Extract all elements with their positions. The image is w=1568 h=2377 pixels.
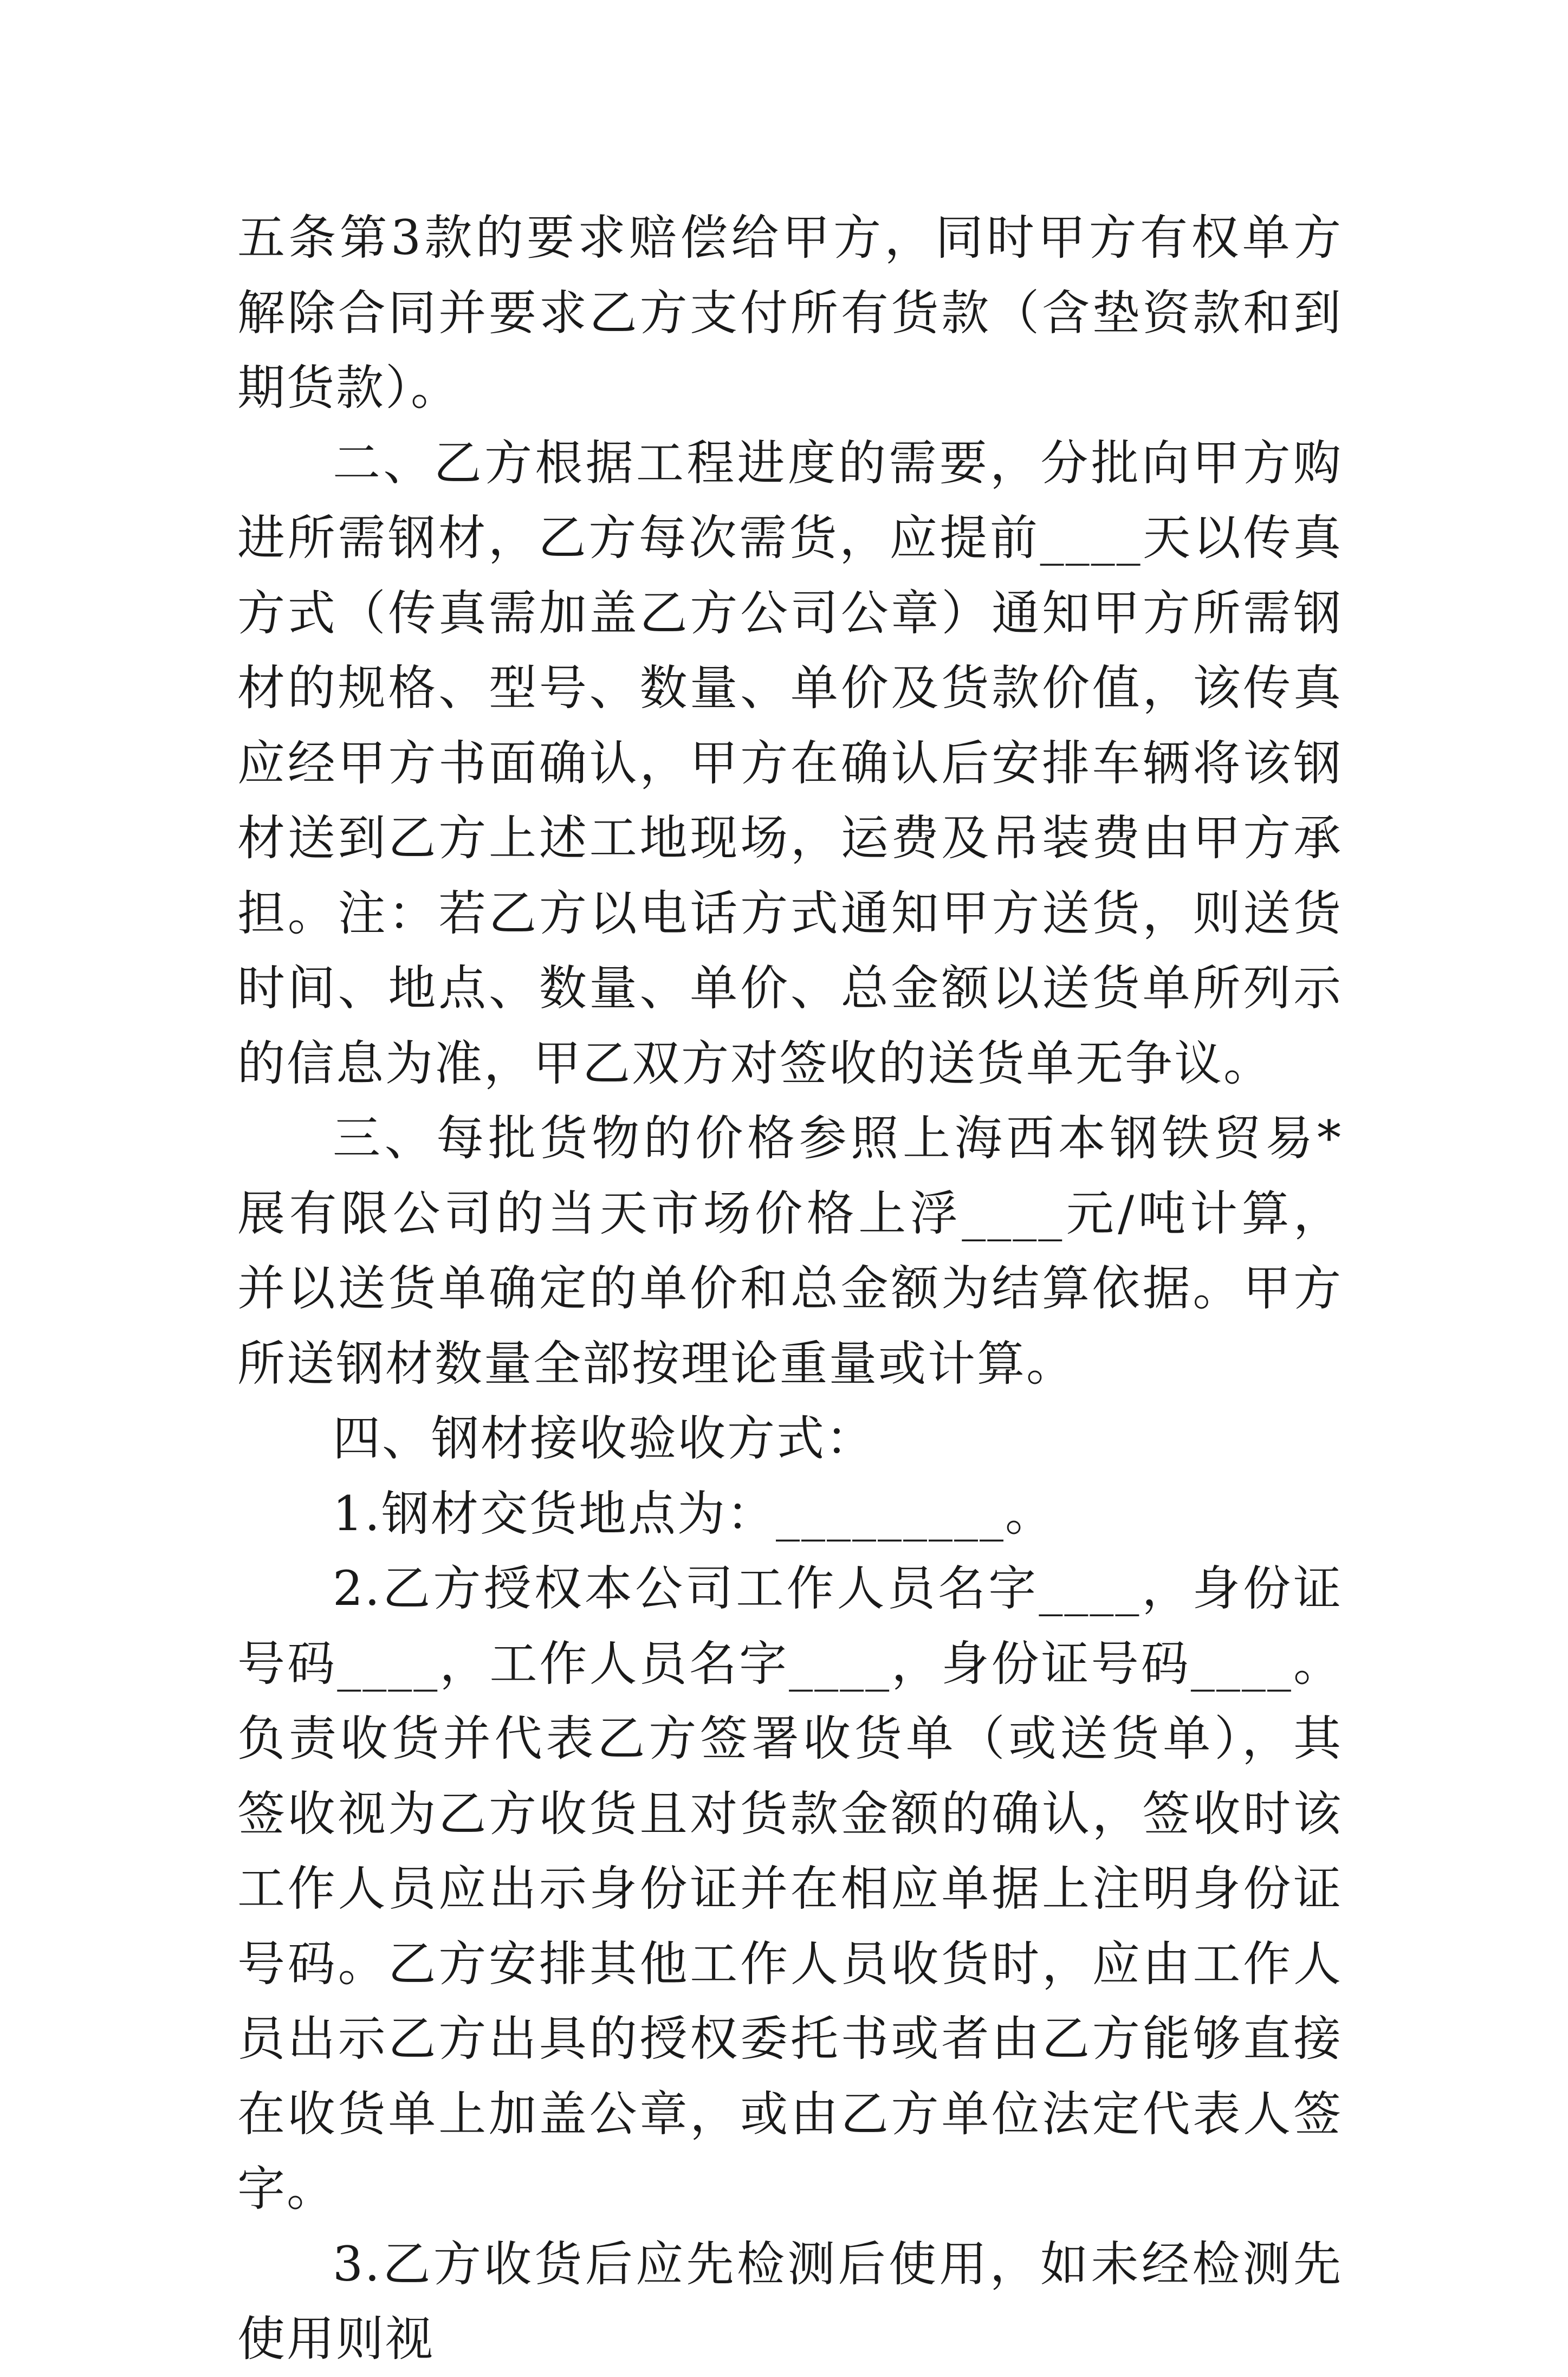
paragraph-2: 二、乙方根据工程进度的需要，分批向甲方购进所需钢材，乙方每次需货，应提前____天以传真方式（传真需加盖乙方公司公章）通知甲方所需钢材的规格、型号、数量、单价及货款价值，该传真应经甲方书面确认，甲方在确认后安排车辆将该钢材送到乙方上述工地现场，运费及吊装费由甲方承担。注：若乙方以电话方式通知甲方送货，则送货时间、地点、数量、单价、总金额以送货单所列示的信息为准，甲乙双方对签收的送货单无争议。 <box>237 435 1343 1091</box>
document-body <box>237 200 1343 2377</box>
paragraph-4: 四、钢材接收验收方式： <box>333 1410 876 1466</box>
paragraph-7: 3.乙方收货后应先检测后使用，如未经检测先使用则视 <box>237 2236 1343 2367</box>
paragraph-3: 三、每批货物的价格参照上海西本钢铁贸易*展有限公司的当天市场价格上浮____元/吨计算，并以送货单确定的单价和总金额为结算依据。甲方所送钢材数量全部按理论重量或计算。 <box>237 1110 1343 1391</box>
paragraph-6: 2.乙方授权本公司工作人员名字____，身份证号码____，工作人员名字____，身份证号码____。负责收货并代表乙方签署收货单（或送货单），其签收视为乙方收货且对货款金额的确认，签收时该工作人员应出示身份证并在相应单据上注明身份证号码。乙方安排其他工作人员收货时，应由工作人员出示乙方出具的授权委托书或者由乙方能够直接在收货单上加盖公章，或由乙方单位法定代表人签字。 <box>237 1560 1343 2217</box>
paragraph-1: 五条第3款的要求赔偿给甲方，同时甲方有权单方解除合同并要求乙方支付所有货款（含垫资款和到期货款）。 <box>237 210 1343 416</box>
paragraph-5: 1.钢材交货地点为：_________。 <box>333 1485 1054 1542</box>
